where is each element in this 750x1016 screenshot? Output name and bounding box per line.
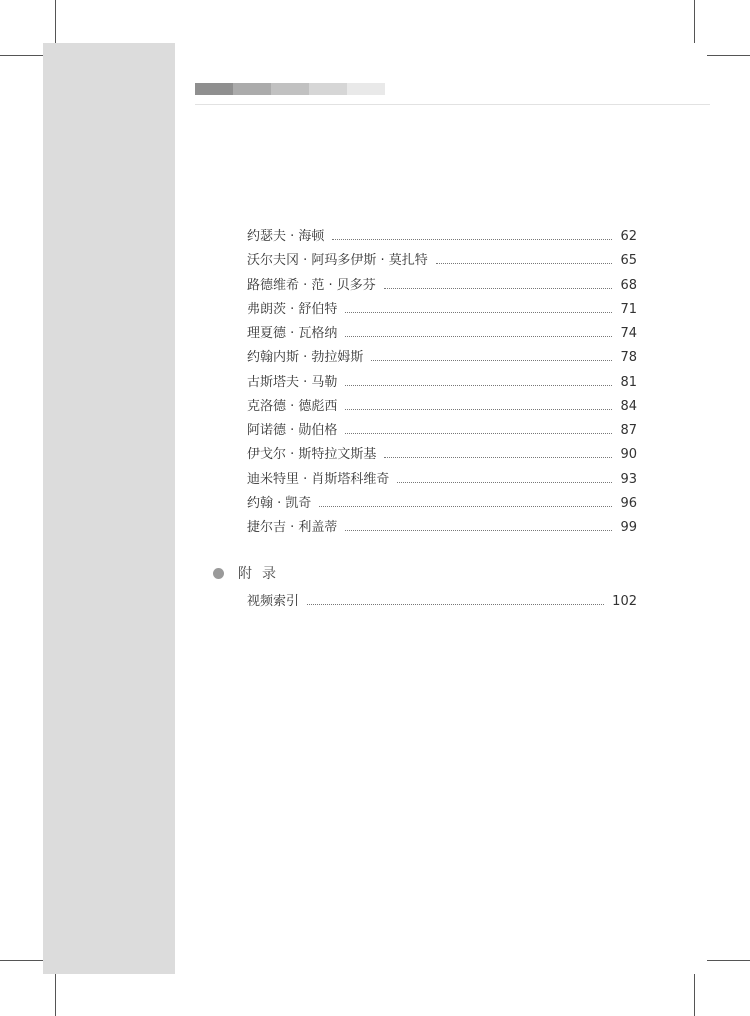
toc-entry-title: 约瑟夫 · 海顿: [247, 229, 325, 245]
dotted-leader: [436, 262, 613, 264]
crop-mark: [694, 0, 695, 43]
toc-entry-title: 约翰 · 凯奇: [247, 495, 312, 511]
toc-entry-title: 阿诺德 · 勋伯格: [247, 423, 338, 439]
toc-entry[interactable]: [247, 492, 637, 516]
toc-entry[interactable]: [247, 225, 637, 249]
toc-entry-title: 理夏德 · 瓦格纳: [247, 326, 338, 342]
toc-entry-title: 古斯塔夫 · 马勒: [247, 374, 338, 390]
header-rule: [195, 104, 710, 105]
toc-entry-page: 96: [620, 495, 637, 511]
toc-entry-title: 路德维希 · 范 · 贝多芬: [247, 277, 376, 293]
crop-mark: [55, 0, 56, 43]
toc-entry-page: 74: [620, 326, 637, 342]
appendix-title: 附录: [238, 566, 286, 582]
toc-entry-title: 沃尔夫冈 · 阿玛多伊斯 · 莫扎特: [247, 253, 428, 269]
toc-entry-page: 87: [620, 423, 637, 439]
toc-entry[interactable]: [247, 322, 637, 346]
dotted-leader: [345, 529, 612, 531]
strip-segment: [233, 83, 271, 95]
dotted-leader: [345, 408, 612, 410]
dotted-leader: [397, 481, 612, 483]
dotted-leader: [345, 335, 612, 337]
crop-mark: [0, 960, 43, 961]
toc-entry[interactable]: [247, 395, 637, 419]
strip-segment: [309, 83, 347, 95]
toc-entry[interactable]: [247, 274, 637, 298]
crop-mark: [0, 55, 43, 56]
toc-entry-page: 81: [620, 374, 637, 390]
dotted-leader: [319, 505, 612, 507]
toc-entry-title: 视频索引: [247, 594, 300, 610]
crop-mark: [707, 55, 750, 56]
toc-entry[interactable]: [247, 371, 637, 395]
toc-entry[interactable]: [247, 346, 637, 370]
toc-entry[interactable]: [247, 468, 637, 492]
toc-entry-title: 弗朗茨 · 舒伯特: [247, 301, 338, 317]
toc-entry-page: 68: [620, 277, 637, 293]
dotted-leader: [307, 603, 604, 605]
page-side-band: [43, 43, 175, 974]
header-color-strip: [195, 83, 385, 95]
bullet-dot-icon: [213, 568, 224, 579]
toc-entry-page: 62: [620, 229, 637, 245]
toc-entry-title: 迪米特里 · 肖斯塔科维奇: [247, 471, 390, 487]
dotted-leader: [384, 287, 613, 289]
toc-entry-page: 65: [620, 253, 637, 269]
toc-entry-page: 99: [620, 520, 637, 536]
toc-entry[interactable]: [247, 590, 637, 614]
dotted-leader: [384, 456, 612, 458]
toc-entry-title: 捷尔吉 · 利盖蒂: [247, 520, 338, 536]
crop-mark: [55, 974, 56, 1016]
strip-segment: [195, 83, 233, 95]
toc-entry-title: 伊戈尔 · 斯特拉文斯基: [247, 447, 377, 463]
dotted-leader: [371, 359, 612, 361]
dotted-leader: [345, 311, 612, 313]
appendix-list: [247, 590, 637, 614]
toc-entry-page: 90: [620, 447, 637, 463]
crop-mark: [707, 960, 750, 961]
toc-entry-title: 克洛德 · 德彪西: [247, 398, 338, 414]
dotted-leader: [345, 432, 612, 434]
dotted-leader: [332, 238, 612, 240]
strip-segment: [347, 83, 385, 95]
toc-entry-page: 71: [620, 301, 637, 317]
crop-mark: [694, 974, 695, 1016]
toc-entry[interactable]: [247, 419, 637, 443]
toc-entry-page: 102: [612, 594, 637, 610]
toc-entry-page: 78: [620, 350, 637, 366]
toc-entry-page: 84: [620, 398, 637, 414]
toc-entry[interactable]: [247, 298, 637, 322]
toc-entry[interactable]: [247, 443, 637, 467]
toc-entry[interactable]: [247, 516, 637, 540]
toc-entry-page: 93: [620, 471, 637, 487]
dotted-leader: [345, 384, 612, 386]
toc-entry[interactable]: [247, 249, 637, 273]
appendix-heading: [213, 563, 286, 583]
strip-segment: [271, 83, 309, 95]
table-of-contents: [247, 225, 637, 540]
toc-entry-title: 约翰内斯 · 勃拉姆斯: [247, 350, 364, 366]
